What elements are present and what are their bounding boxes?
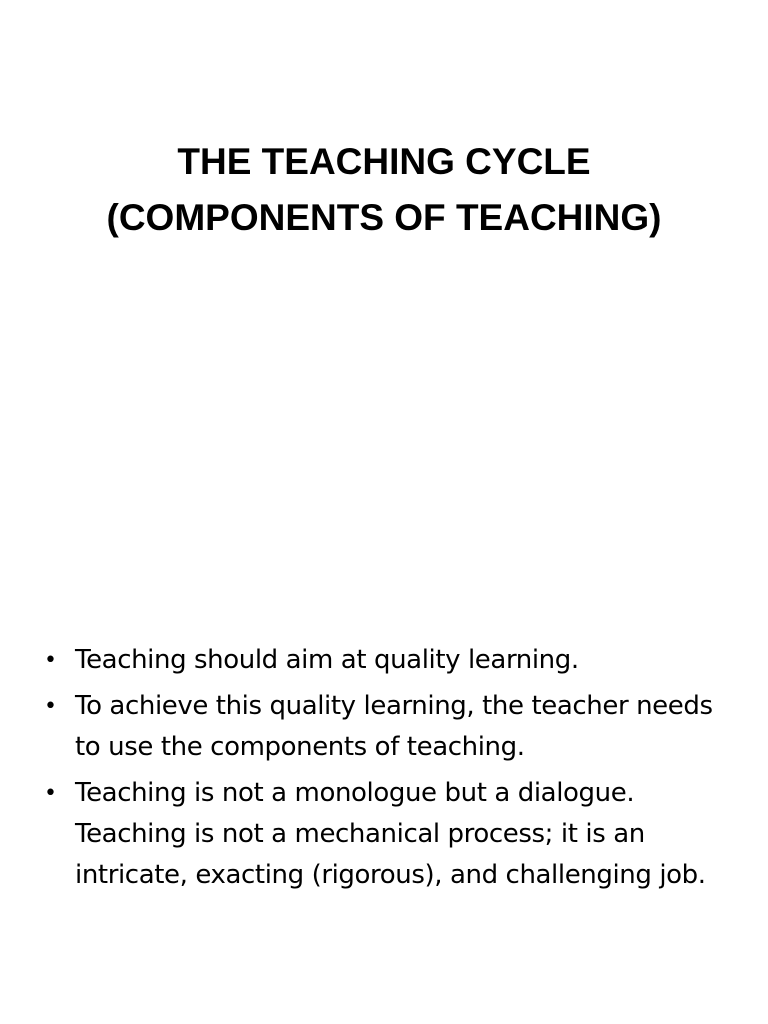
bullet-icon: • [44, 694, 57, 719]
bullet-item [44, 640, 724, 681]
bullet-text: Teaching is not a monologue but a dialogue. Teaching is not a mechanical process; it is an intricate, exacting (rigorous), and challenging job. [75, 778, 706, 890]
slide-title [0, 134, 768, 246]
slide-title-line-2: (COMPONENTS OF TEACHING) [106, 197, 662, 238]
bullet-icon: • [44, 781, 57, 806]
bullet-icon: • [44, 648, 57, 673]
bullet-text: Teaching should aim at quality learning. [75, 645, 579, 675]
bullet-text: To achieve this quality learning, the teacher needs to use the components of teaching. [75, 691, 713, 762]
slide-title-line-1: THE TEACHING CYCLE [177, 141, 591, 182]
bullet-list [44, 640, 724, 901]
bullet-item [44, 686, 724, 768]
bullet-item [44, 773, 724, 896]
